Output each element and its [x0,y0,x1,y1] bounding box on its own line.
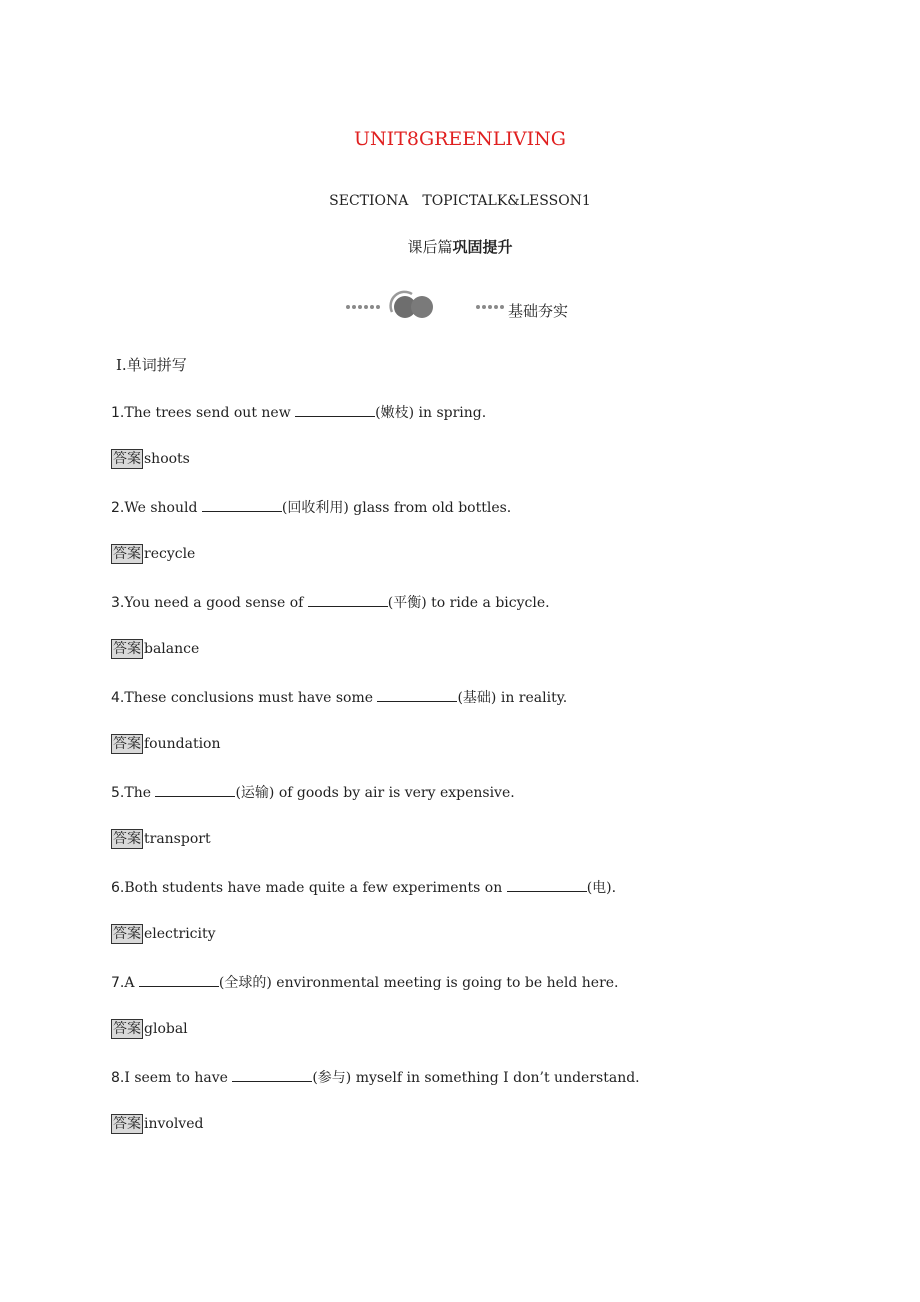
answer-text: transport [144,831,211,847]
answer-blank [295,404,375,417]
answer-tag: 答案 [113,641,141,657]
question-4 [111,687,567,707]
question-text: The trees send out new [124,405,296,421]
answer-text: shoots [144,451,190,467]
question-number: 2. [111,500,125,516]
question-hint: (回收利用) glass from old bottles. [281,500,512,516]
answer-blank [377,689,457,702]
question-8 [111,1067,640,1087]
question-1 [111,402,486,422]
answer-text: involved [144,1116,204,1132]
question-hint: (参与) myself in something I don’t understand. [312,1070,640,1086]
question-hint: (基础) in reality. [457,690,568,706]
question-hint: (运输) of goods by air is very expensive. [235,785,515,801]
question-text: I seem to have [124,1070,233,1086]
question-number: 8. [111,1070,125,1086]
answer-tag: 答案 [113,546,141,562]
answer-7 [111,1019,188,1039]
question-7 [111,972,619,992]
answer-tag: 答案 [113,736,141,752]
answer-text: recycle [144,546,196,562]
answer-4 [111,734,221,754]
answer-blank [139,974,219,987]
subheading-normal: 课后篇 [407,238,453,256]
question-number: 3. [111,595,125,611]
question-5 [111,782,515,802]
question-hint: (电). [586,880,617,896]
answer-blank [232,1069,312,1082]
answer-tag: 答案 [113,926,141,942]
question-number: 7. [111,975,125,991]
question-number: 5. [111,785,125,801]
document-title: UNIT8GREENLIVING [354,128,566,150]
part-heading: Ⅰ.单词拼写 [116,356,187,374]
answer-5 [111,829,211,849]
question-text: A [124,975,139,991]
answer-blank [507,879,587,892]
answer-3 [111,639,199,659]
answer-blank [202,499,282,512]
answer-tag: 答案 [113,451,141,467]
question-text: We should [124,500,202,516]
question-3 [111,592,550,612]
answer-text: global [144,1021,188,1037]
answer-2 [111,544,195,564]
answer-tag: 答案 [113,831,141,847]
question-hint: (全球的) environmental meeting is going to be held here. [218,975,619,991]
question-text: These conclusions must have some [124,690,378,706]
question-text: Both students have made quite a few experiments on [124,880,507,896]
answer-8 [111,1114,203,1134]
answer-text: foundation [144,736,221,752]
question-hint: (嫩枝) in spring. [375,405,487,421]
banner-label: 基础夯实 [508,302,569,320]
question-number: 1. [111,405,125,421]
question-text: You need a good sense of [124,595,308,611]
answer-blank [308,594,388,607]
answer-blank [155,784,235,797]
answer-1 [111,449,190,469]
section-banner [344,290,584,324]
answer-text: balance [144,641,200,657]
question-hint: (平衡) to ride a bicycle. [387,595,550,611]
question-text: The [124,785,156,801]
answer-6 [111,924,216,944]
answer-text: electricity [144,926,216,942]
question-2 [111,497,511,517]
banner-decoration-icon [344,290,504,324]
question-number: 6. [111,880,125,896]
answer-tag: 答案 [113,1021,141,1037]
section-heading: SECTIONA TOPICTALK&LESSON1 [329,193,591,209]
question-6 [111,877,616,897]
subheading-bold: 巩固提升 [452,238,513,256]
answer-tag: 答案 [113,1116,141,1132]
question-number: 4. [111,690,125,706]
subheading [0,236,920,257]
